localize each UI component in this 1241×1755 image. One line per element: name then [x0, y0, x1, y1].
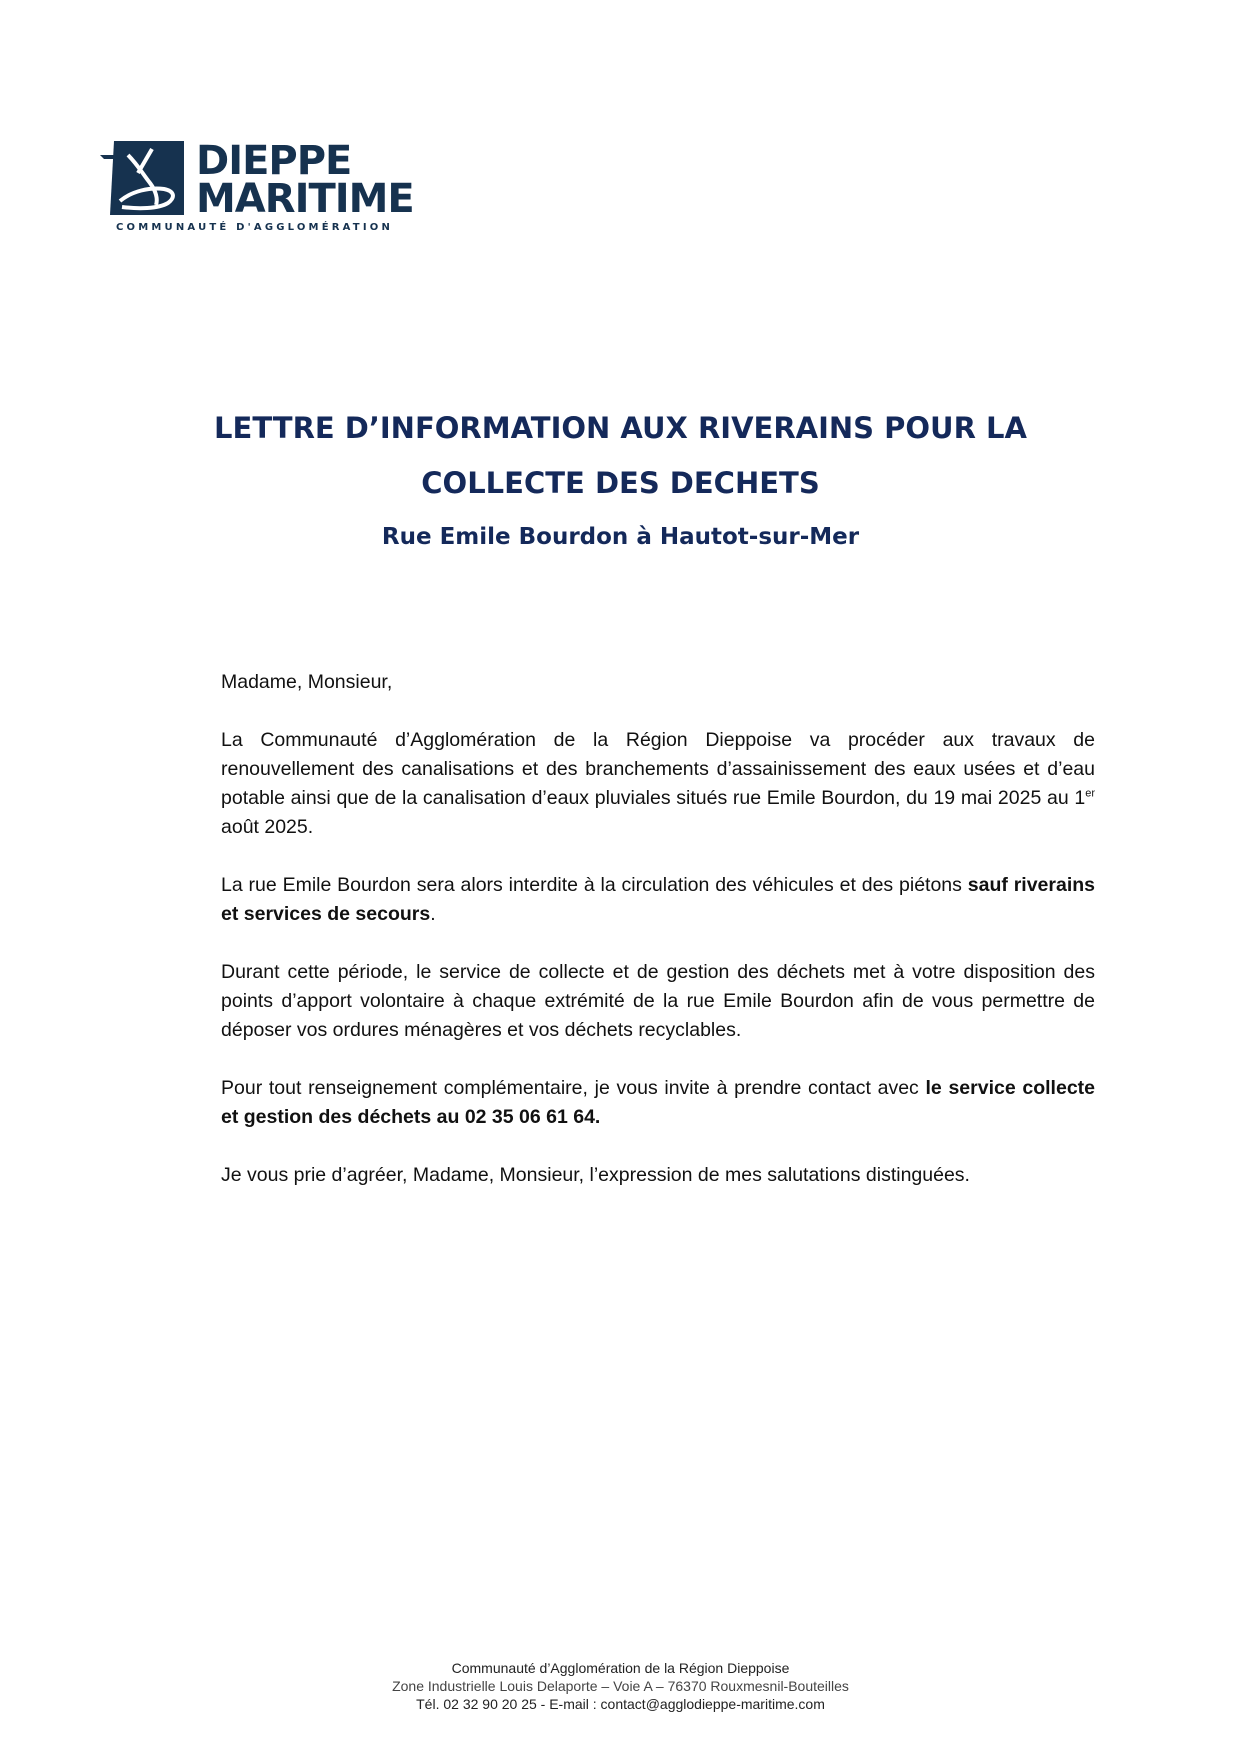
logo-mark-icon — [98, 141, 184, 215]
paragraph-contact-text: Pour tout renseignement complémentaire, je vous invite à prendre contact avec — [221, 1077, 926, 1099]
page-footer — [0, 1659, 1241, 1713]
logo-wordmark-line2: MARITIME — [196, 176, 414, 222]
ordinal-superscript: er — [1085, 787, 1095, 800]
paragraph-traffic-end: . — [430, 903, 436, 925]
paragraph-traffic — [221, 871, 1095, 929]
footer-organisation: Communauté d’Agglomération de la Région Dieppoise — [451, 1660, 790, 1676]
paragraph-contact — [221, 1074, 1095, 1132]
footer-contact: Tél. 02 32 90 20 25 - E-mail : contact@agglodieppe-maritime.com — [416, 1696, 825, 1712]
logo-wordmark-line1: DIEPPE — [196, 138, 352, 184]
document-title-line1: LETTRE D’INFORMATION AUX RIVERAINS POUR LA — [214, 411, 1027, 445]
letter-greeting: Madame, Monsieur, — [221, 671, 393, 693]
footer-address: Zone Industrielle Louis Delaporte – Voie A – 76370 Rouxmesnil-Bouteilles — [392, 1678, 849, 1694]
document-subtitle: Rue Emile Bourdon à Hautot-sur-Mer — [381, 524, 860, 550]
letter-closing: Je vous prie d’agréer, Madame, Monsieur, l’expression de mes salutations distinguées. — [221, 1164, 970, 1186]
document-title-line2: COLLECTE DES DECHETS — [421, 466, 820, 500]
paragraph-collection: Durant cette période, le service de collecte et de gestion des déchets met à votre disposition des points d’apport volontaire à chaque extrémité de la rue Emile Bourdon afin de vous permettre de déposer vos ordures ménagères et vos déchets recyclables. — [221, 961, 1095, 1041]
paragraph-traffic-text: La rue Emile Bourdon sera alors interdite à la circulation des véhicules et des piétons — [221, 874, 968, 896]
letter-body — [221, 668, 1095, 1219]
dieppe-maritime-logo — [98, 138, 414, 237]
paragraph-traffic-exception: sauf riverains et services de secours — [221, 874, 1095, 925]
paragraph-works-end: août 2025. — [221, 816, 314, 838]
logo-tagline: COMMUNAUTÉ D'AGGLOMÉRATION — [116, 222, 394, 233]
paragraph-works-text: La Communauté d’Agglomération de la Région Dieppoise va procéder aux travaux de renouvellement des canalisations et des branchements d’assainissement des eaux usées et d’eau potable ainsi que de la canalisation d’eaux pluviales situés rue Emile Bourdon, du 19 mai 2025 au 1 — [221, 729, 1095, 809]
paragraph-contact-phone: le service collecte et gestion des déchets au 02 35 06 61 64. — [221, 1077, 1096, 1128]
paragraph-works — [221, 726, 1095, 842]
